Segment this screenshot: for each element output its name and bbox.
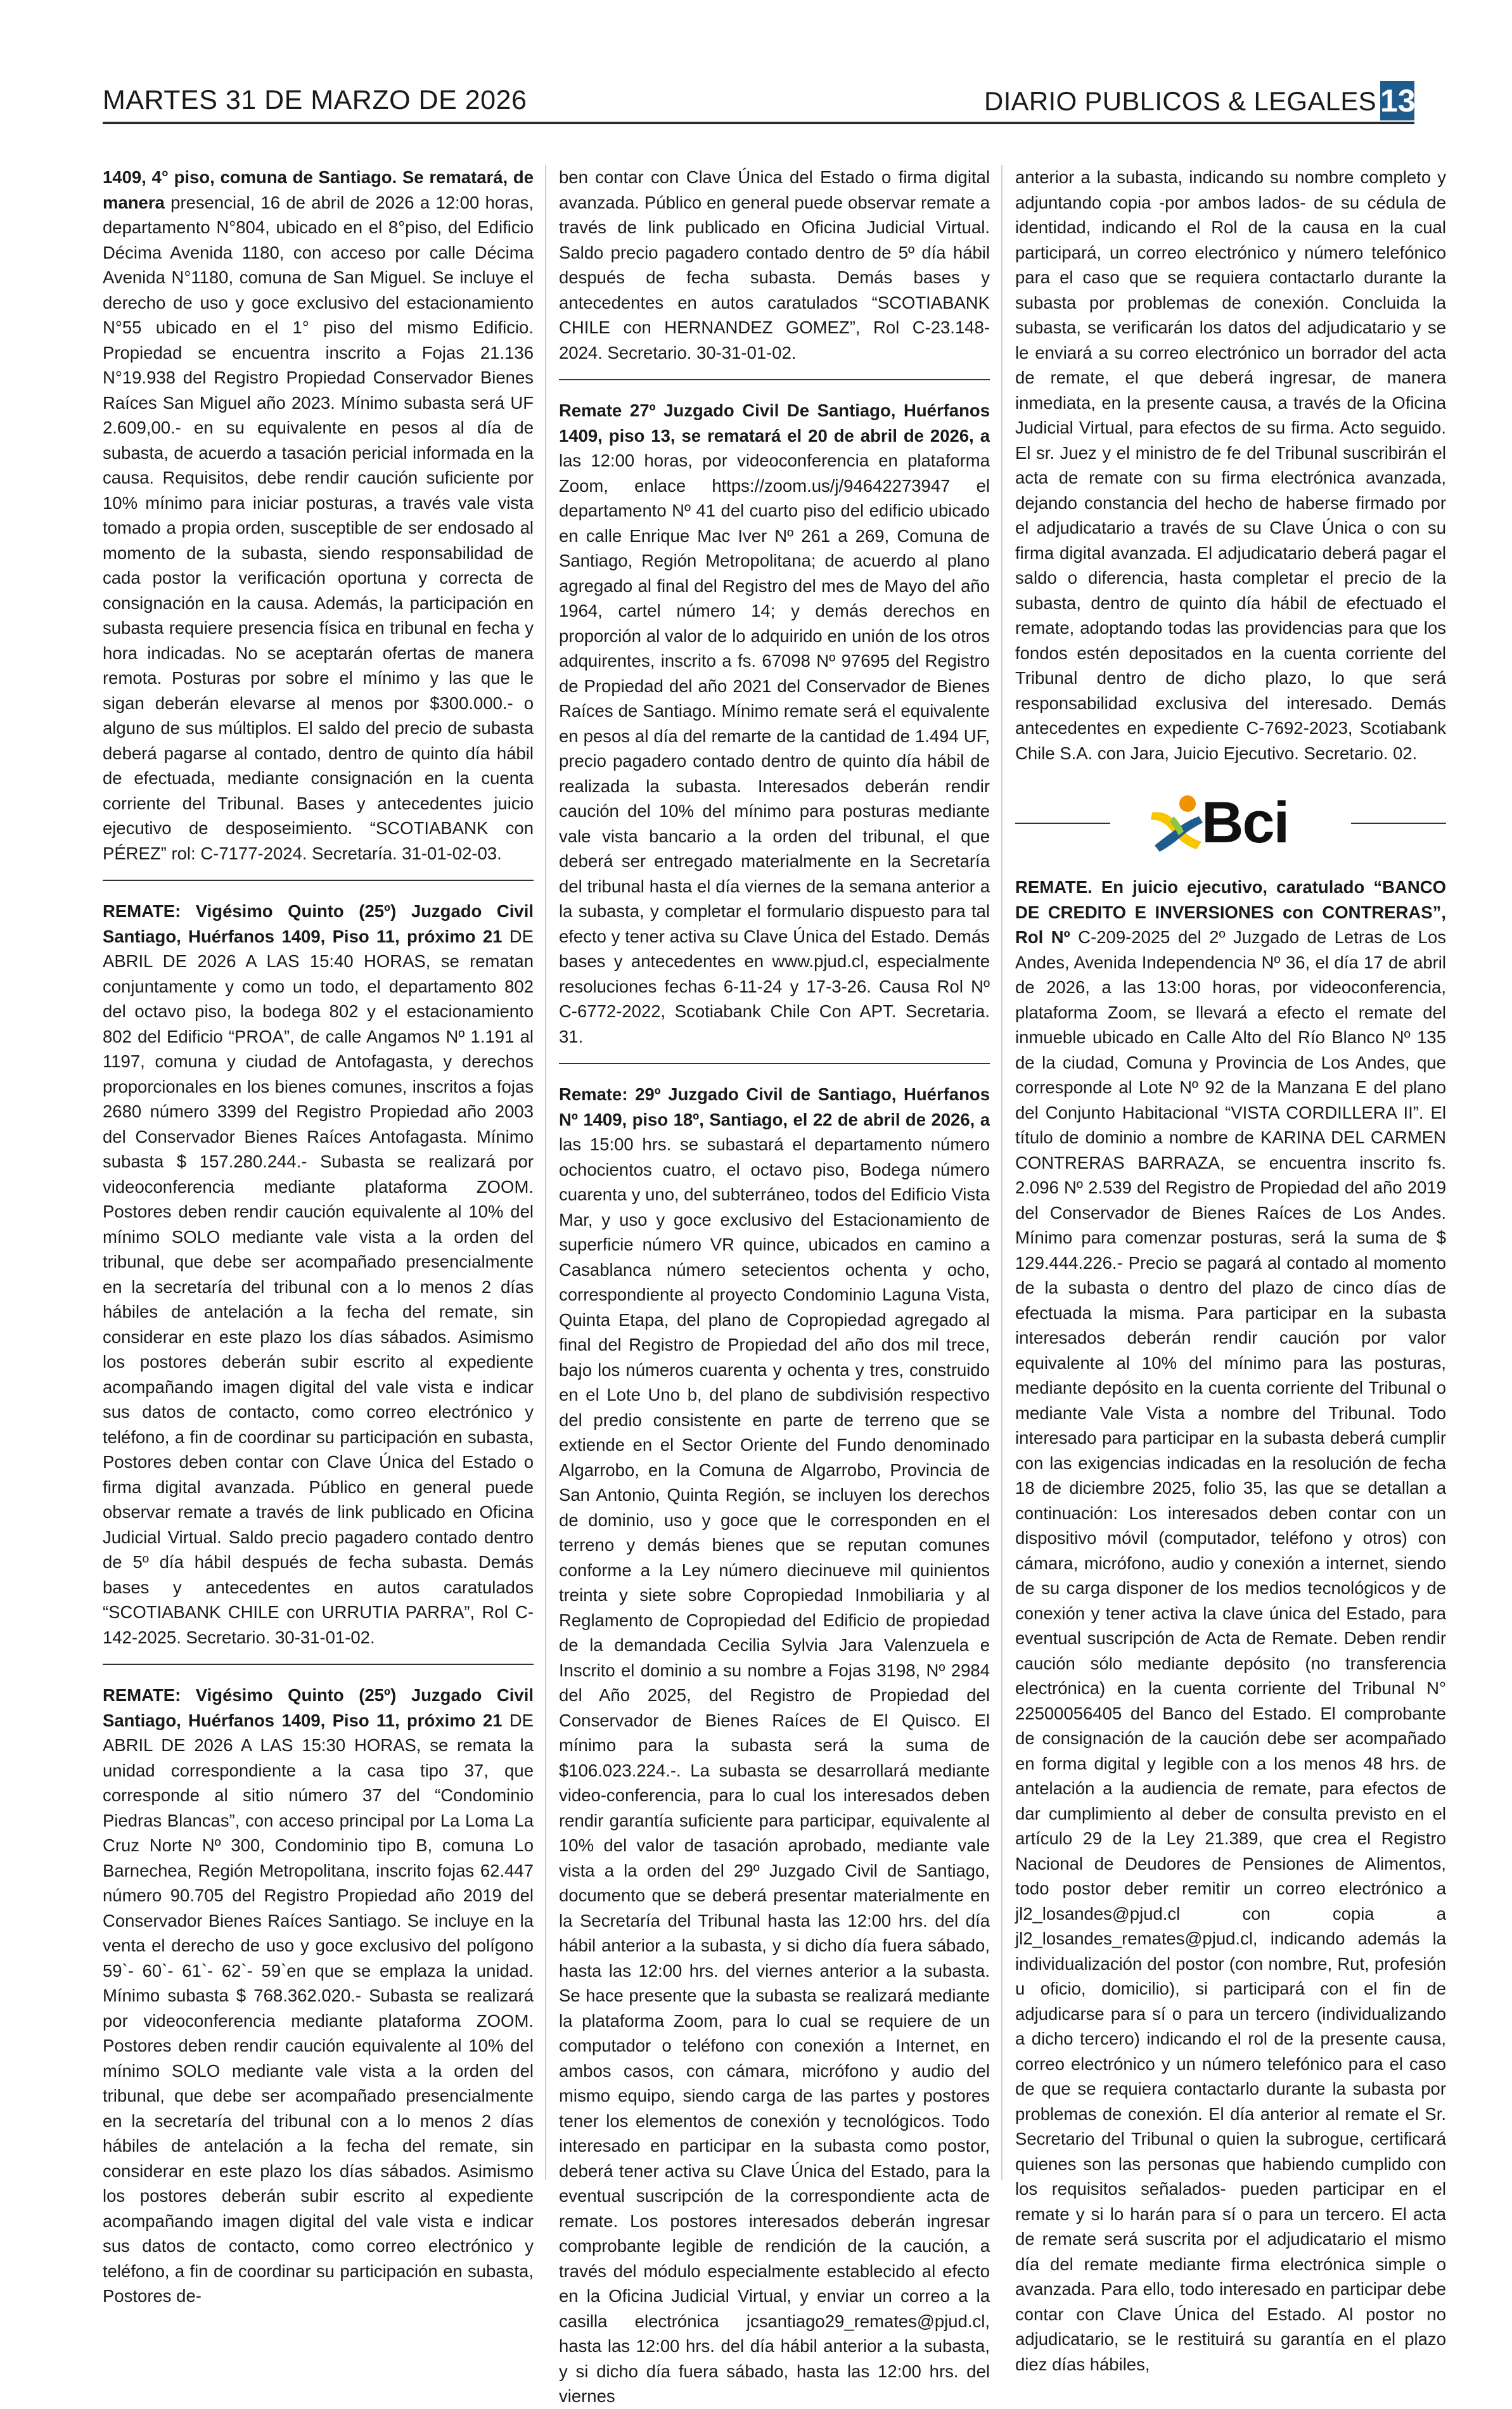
notice-remate-bci-contreras — [1015, 875, 1446, 2377]
notice-lead: Remate: 29º Juzgado Civil de Santiago, Huérfanos Nº 1409, piso 18º, Santiago, el 22 de abril de 2026, a — [559, 1084, 990, 1129]
notice-divider — [559, 1063, 990, 1064]
notice-body: C-209-2025 del 2º Juzgado de Letras de Los Andes, Avenida Independencia Nº 36, el día 17 de abril de 2026, a las 13:00 horas, por videoconferencia, plataforma Zoom, se llevará a efecto el remate del inmueble ubicado en Calle Alto del Río Blanco Nº 135 de la ciudad, Comuna y Provincia de Los Andes, que corresponde al Lote Nº 92 de la Manzana E del plano del Conjunto Habitacional “VISTA CORDILLERA II”. El título de dominio a nombre de KARINA DEL CARMEN CONTRERAS BARRAZA, se encuentra inscrito fs. 2.096 Nº 2.539 del Registro de Propiedad del año 2019 del Conservador de Bienes Raíces de Los Andes. Mínimo para comenzar posturas, será la suma de $ 129.444.226.- Precio se pagará al contado al momento de la subasta o dentro del plazo de cinco días de efectuada la misma. Para participar en la subasta interesados deberán rendir caución por valor equivalente al 10% del mínimo para las posturas, mediante depósito en la cuenta corriente del Tribunal o mediante Vale Vista a nombre del Tribunal. Todo interesado para participar en la subasta deberá cumplir con las exigencias indicadas en la resolución de fecha 18 de diciembre 2025, folio 35, las que se detallan a continuación: Los interesados deben contar con un dispositivo móvil (computador, teléfono y otros) con cámara, micrófono, audio y conexión a internet, siendo de su carga disponer de los medios tecnológicos y de conexión y tener activa la clave única del Estado, para eventual suscripción de Acta de Remate. Deben rendir caución sólo mediante depósito (no transferencia electrónica) en la cuenta corriente del Tribunal N° 22500056405 del Banco del Estado. El comprobante de consignación de la caución debe ser acompañado en forma digital y legible con a los menos 48 hrs. de antelación a la audiencia de remate, para efectos de dar cumplimiento al deber de consulta previsto en el artículo 29 de la Ley 21.389, que crea el Registro Nacional de Deudores de Pensiones de Alimentos, todo postor deber remitir un correo electrónico a jl2_losandes@pjud.cl con copia a jl2_losandes_remates@pjud.cl, indicando además la individualización del postor (con nombre, Rut, profesión u oficio, domicilio), si participará con el fin de adjudicarse para sí o para un tercero (individualizando a dicho tercero) indicando el rol de la presente causa, correo electrónico y un número telefónico para el caso de que se requiera contactarlo durante la subasta por problemas de conexión. El día anterior al remate el Sr. Secretario del Tribunal o quien la subrogue, certificará quienes son las personas que habiendo cumplido con los requisitos señalados- pueden participar en el remate y si lo harán para sí o para un tercero. El acta de remate será suscrita por el adjudicatario el mismo día del remate mediante firma electrónica simple o avanzada. Para ello, todo interesado en participar debe contar con Clave Única del Estado. Al postor no adjudicatario, se le restituirá su garantía en el plazo diez días hábiles, — [1015, 927, 1447, 2374]
notice-lead: REMATE: Vigésimo Quinto (25º) Juzgado Civil Santiago, Huérfanos 1409, Piso 11, próximo 21 — [103, 901, 534, 946]
notice-body: ben contar con Clave Única del Estado o firma digital avanzada. Público en general puede observar remate a través de link publicado en Oficina Judicial Virtual. Saldo precio pagadero contado dentro de 5º día hábil después de fecha subasta. Demás bases y antecedentes en autos caratulados “SCOTIABANK CHILE con HERNANDEZ GOMEZ”, Rol C-23.148-2024. Secretario. 30-31-01-02. — [559, 167, 990, 363]
notice-continued-hernandez — [559, 165, 990, 365]
logo-rule-right — [1351, 823, 1446, 824]
notice-lead: REMATE: Vigésimo Quinto (25º) Juzgado Civil Santiago, Huérfanos 1409, Piso 11, próximo 21 — [103, 1685, 534, 1730]
column-divider — [545, 165, 546, 2180]
bci-symbol-icon — [1148, 791, 1205, 854]
column-divider — [1001, 165, 1003, 2180]
notice-continued-jara — [1015, 165, 1446, 766]
notice-remate-27-mac-iver — [559, 398, 990, 1049]
column-2 — [559, 165, 990, 2406]
notice-lead: 1409, 4° piso, comuna de Santiago. Se rematará, de manera — [103, 167, 534, 212]
notice-divider — [559, 379, 990, 380]
page-number-badge: 13 — [1380, 81, 1414, 120]
notice-divider — [103, 1664, 534, 1665]
publication-title: DIARIO PUBLICOS & LEGALES — [983, 86, 1376, 116]
notice-continued-santiago — [103, 165, 534, 866]
bci-wordmark: Bci — [1201, 790, 1289, 855]
notice-body: DE ABRIL DE 2026 A LAS 15:30 HORAS, se remata la unidad correspondiente a la casa tipo 37, que corresponde al sitio número 37 del “Condominio Piedras Blancas”, con acceso principal por La Loma La Cruz Norte Nº 300, Condominio tipo B, comuna Lo Barnechea, Región Metropolitana, inscrito fojas 62.447 número 90.705 del Registro Propiedad año 2019 del Conservador Bienes Raíces Santiago. Se incluye en la venta el derecho de uso y goce exclusivo del polígono 59`- 60`- 61`- 62`- 59`en que se emplaza la unidad. Mínimo subasta $ 768.362.020.- Subasta se realizará por videoconferencia mediante plataforma ZOOM. Postores deben rendir caución equivalente al 10% del mínimo SOLO mediante vale vista a la orden del tribunal, que debe ser acompañado presencialmente en la secretaría del tribunal con a lo menos 2 días hábiles de antelación a la fecha del remate, sin considerar en este plazo los días sábados. Asimismo los postores deberán subir escrito al expediente acompañando imagen digital del vale vista e indicar sus datos de contacto, como correo electrónico y teléfono, a fin de coordinar su participación en subasta, Postores de- — [103, 1710, 534, 2306]
notice-body: las 15:00 hrs. se subastará el departamento número ochocientos cuatro, el octavo piso, Bodega número cuarenta y uno, del subterráneo, todos del Edificio Vista Mar, y uso y goce exclusivo del Estacionamiento de superficie número VR quince, ubicados en camino a Casablanca número setecientos ochenta y ocho, correspondiente al proyecto Condominio Laguna Vista, Quinta Etapa, del plano de Copropiedad agregado al final del Registro de Propiedad del año dos mil trece, bajo los números cuarenta y ochenta y tres, construido en el Lote Uno b, del plano de subdivisión respectivo del predio consistente en parte de terreno que se extiende en el Sector Oriente del Fundo denominado Algarrobo, en la Comuna de Algarrobo, Provincia de San Antonio, Quinta Región, se incluyen los derechos de dominio, uso y goce que le corresponden en el terreno y demás bienes que se reputan comunes conforme a la Ley número diecinueve mil quinientos treinta y siete sobre Copropiedad Inmobiliaria y al Reglamento de Copropiedad del Edificio de propiedad de la demandada Cecilia Sylvia Jara Valenzuela e Inscrito el dominio a su nombre a Fojas 3198, Nº 2984 del Año 2025, del Registro de Propiedad del Conservador de Bienes Raíces de El Quisco. El mínimo para la subasta será la suma de $106.023.224.-. La subasta se desarrollará mediante video-conferencia, para lo cual los interesados deben rendir garantía suficiente para participar, equivalente al 10% del valor de tasación aprobado, mediante vale vista a la orden del 29º Juzgado Civil de Santiago, documento que se deberá presentar materialmente en la Secretaría del Tribunal hasta las 12:00 hrs. del día hábil anterior a la subasta, y si dicho día fuera sábado, hasta las 12:00 hrs. del viernes anterior a la subasta. Se hace presente que la subasta se realizará mediante la plataforma Zoom, para lo cual se requiere de un computador o teléfono con conexión a Internet, en ambos casos, con cámara, micrófono y audio del mismo equipo, siendo carga de las partes y postores tener los elementos de conexión y tecnológicos. Todo interesado en participar en la subasta como postor, deberá tener activa su Clave Única del Estado, para la eventual suscripción de la correspondiente acta de remate. Los postores interesados deberán ingresar comprobante legible de rendición de la caución, a través del módulo especialmente establecido al efecto en la Oficina Judicial Virtual, y enviar un correo a la casilla electrónica jcsantiago29_remates@pjud.cl, hasta las 12:00 hrs. del día hábil anterior a la subasta, y si dicho día fuera sábado, hasta las 12:00 hrs. del viernes — [559, 1134, 990, 2406]
page-header — [103, 81, 1414, 122]
notice-remate-29-vista-mar — [559, 1082, 990, 2409]
bci-logo-banner — [1015, 785, 1446, 861]
header-rule — [103, 122, 1414, 124]
notice-lead: REMATE. En juicio ejecutivo, caratulado “BANCO DE CREDITO E INVERSIONES con CONTRERAS”, Rol Nº — [1015, 877, 1446, 947]
notice-body: DE ABRIL DE 2026 A LAS 15:40 HORAS, se rematan conjuntamente y como un todo, el departamento 802 del octavo piso, la bodega 802 y el estacionamiento 802 del Edificio “PROA”, de calle Angamos Nº 1.191 al 1197, comuna y ciudad de Antofagasta, y derechos proporcionales en los bienes comunes, inscritos a fojas 2680 número 3399 del Registro Propiedad año 2003 del Conservador Bienes Raíces Antofagasta. Mínimo subasta $ 157.280.244.- Subasta se realizará por videoconferencia mediante plataforma ZOOM. Postores deben rendir caución equivalente al 10% del mínimo SOLO mediante vale vista a la orden del tribunal, que debe ser acompañado presencialmente en la secretaría del tribunal con a lo menos 2 días hábiles de antelación a la fecha del remate, sin considerar en este plazo los días sábados. Asimismo los postores deberán subir escrito al expediente acompañando imagen digital del vale vista e indicar sus datos de contacto, como correo electrónico y teléfono, a fin de coordinar su participación en subasta, Postores deben contar con Clave Única del Estado o firma digital avanzada. Público en general puede observar remate a través de link publicado en Oficina Judicial Virtual. Saldo precio pagadero contado dentro de 5º día hábil después de fecha subasta. Demás bases y antecedentes en autos caratulados “SCOTIABANK CHILE con URRUTIA PARRA”, Rol C-142-2025. Secretario. 30-31-01-02. — [103, 926, 534, 1647]
notice-body: anterior a la subasta, indicando su nombre completo y adjuntando copia -por ambos lados- de su cédula de identidad, indicando el Rol de la causa en la cual participará, un correo electrónico y número telefónico para el caso que se requiera contactarlo durante la subasta por problemas de conexión. Concluida la subasta, se verificarán los datos del adjudicatario y se le enviará a su correo electrónico un borrador del acta de remate, el que deberá ingresar, de manera inmediata, en la presente causa, a través de la Oficina Judicial Virtual, para efectos de su firma. Acto seguido. El sr. Juez y el ministro de fe del Tribunal suscribirán el acta de remate con su firma electrónica avanzada, dejando constancia del hecho de haberse firmado por el adjudicatario a través de su Clave Única o con su firma digital avanzada. El adjudicatario deberá pagar el saldo o diferencia, hasta completar el precio de la subasta, dentro de quinto día hábil de efectuado el remate, adoptando todas las providencias para que los fondos estén depositados en la cuenta corriente del Tribunal dentro de dicho plazo, lo que será responsabilidad exclusiva del interesado. Demás antecedentes en expediente C-7692-2023, Scotiabank Chile S.A. con Jara, Juicio Ejecutivo. Secretario. 02. — [1015, 167, 1446, 763]
notice-remate-25-proa — [103, 899, 534, 1650]
notice-remate-25-piedras-blancas — [103, 1683, 534, 2309]
notice-lead: Remate 27º Juzgado Civil De Santiago, Huérfanos 1409, piso 13, se rematará el 20 de abril de 2026, a — [559, 401, 990, 446]
notice-divider — [103, 880, 534, 881]
bci-logo — [1148, 791, 1313, 854]
column-3 — [1015, 165, 1447, 2374]
notice-body: las 12:00 horas, por videoconferencia en plataforma Zoom, enlace https://zoom.us/j/94642273947 el departamento Nº 41 del cuarto piso del edificio ubicado en calle Enrique Mac Iver Nº 261 a 269, Comuna de Santiago, Región Metropolitana; de acuerdo al plano agregado al final del Registro del mes de Mayo del año 1964, cartel número 14; y demás derechos en proporción al valor de lo adquirido en unión de los otros adquirentes, inscrito a fs. 67098 Nº 97695 del Registro de Propiedad del año 2021 del Conservador de Bienes Raíces de Santiago. Mínimo remate será el equivalente en pesos al día del remarte de la cantidad de 1.494 UF, precio pagadero contado dentro de quinto día hábil de realizada la subasta. Interesados deberán rendir caución del 10% del mínimo para posturas mediante vale vista bancario a la orden del tribunal, el que deberá ser entregado materialmente en la Secretaría del tribunal hasta el día viernes de la semana anterior a la subasta, y completar el formulario dispuesto para tal efecto y tener activa su Clave Única del Estado. Demás bases y antecedentes en www.pjud.cl, especialmente resoluciones fechas 6-11-24 y 17-3-26. Causa Rol Nº C-6772-2022, Scotiabank Chile Con APT. Secretaria. 31. — [559, 451, 990, 1046]
notice-body: presencial, 16 de abril de 2026 a 12:00 horas, departamento N°804, ubicado en el 8°piso, del Edificio Décima Avenida 1180, con acceso por calle Décima Avenida N°1180, comuna de San Miguel. Se incluye el derecho de uso y goce exclusivo del estacionamiento N°55 ubicado en el 1° piso del mismo Edificio. Propiedad se encuentra inscrito a Fojas 21.136 N°19.938 del Registro Propiedad Conservador Bienes Raíces San Miguel año 2023. Mínimo subasta será UF 2.609,00.- en su equivalente en pesos al día de subasta, de acuerdo a tasación pericial informada en la causa. Requisitos, debe rendir caución suficiente por 10% mínimo para iniciar posturas, a través vale vista tomado a propia orden, susceptible de ser endosado al momento de la subasta, siendo responsabilidad de cada postor la verificación oportuna y correcta de consignación en la causa. Además, la participación en subasta requiere presencia física en tribunal en fecha y hora indicadas. No se aceptarán ofertas de manera remota. Posturas por sobre el mínimo y las que le sigan deberán elevarse al menos por $300.000.- o alguno de sus múltiplos. El saldo del precio de subasta deberá pagarse al contado, dentro de quinto día hábil de efectuada, mediante consignación en la cuenta corriente del Tribunal. Bases y antecedentes juicio ejecutivo de desposeimiento. “SCOTIABANK con PÉREZ” rol: C-7177-2024. Secretaría. 31-01-02-03. — [103, 192, 534, 863]
column-1 — [103, 165, 534, 2306]
issue-date: MARTES 31 DE MARZO DE 2026 — [103, 85, 527, 115]
logo-rule-left — [1015, 823, 1110, 824]
